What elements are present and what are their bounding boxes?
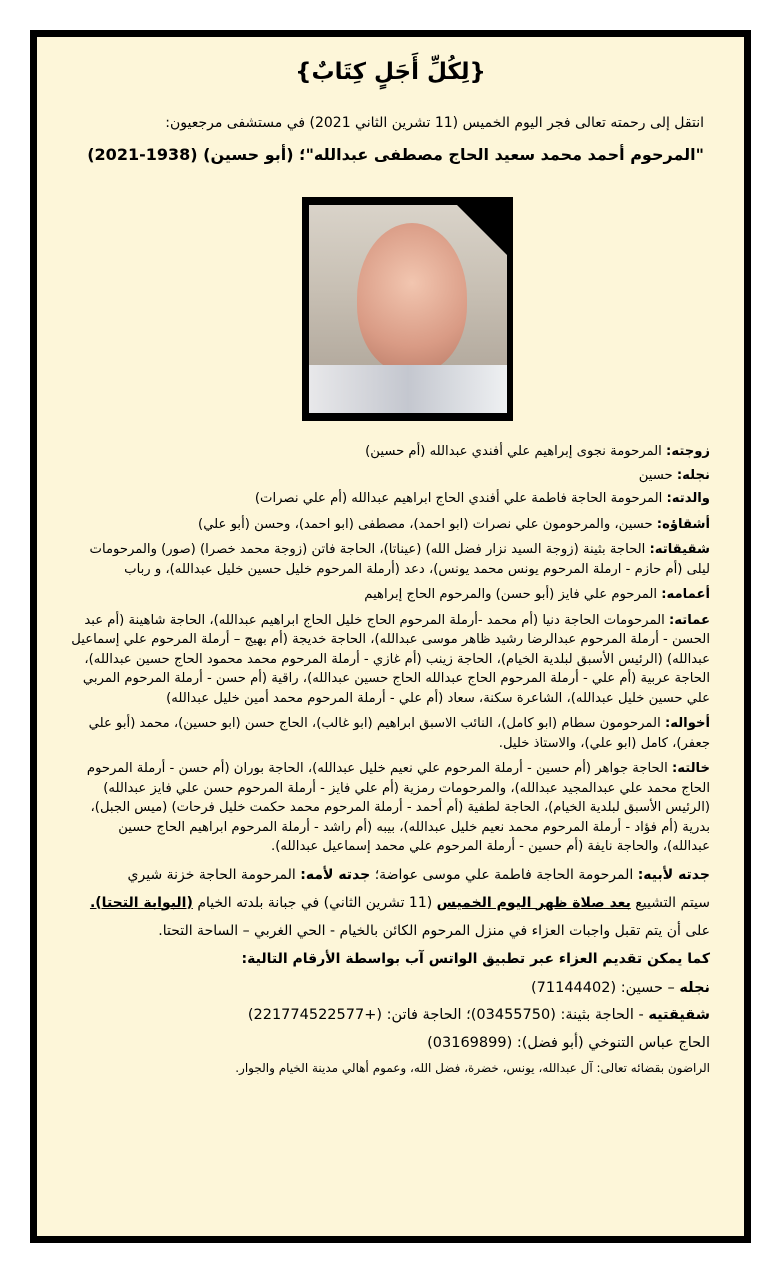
family-row-text: حسين <box>638 467 673 483</box>
family-row-text: حسين، والمرحومون علي نصرات (ابو احمد)، مصطفى (ابو احمد)، وحسن (أبو علي) <box>198 516 653 532</box>
contact-son <box>71 979 710 999</box>
family-row-label: زوجته: <box>666 444 710 459</box>
family-row <box>71 540 710 579</box>
grandmother-paternal-text: المرحومة الحاجة فاطمة علي موسى عواضة؛ <box>374 866 634 883</box>
contact-son-number: – حسين: (71144402) <box>530 979 680 996</box>
obituary-body <box>71 442 710 1079</box>
family-row-label: أخواله: <box>664 716 710 731</box>
contact-sisters-label: شقيقتيه <box>648 1007 710 1023</box>
family-row-text: المرحومة نجوى إبراهيم علي أفندي عبدالله (أم حسين) <box>365 444 662 459</box>
contact-sisters-numbers: - الحاجة بثينة: (03455750)؛ الحاجة فاتن: (+221774522577) <box>247 1007 649 1023</box>
condolences-line: على أن يتم تقبل واجبات العزاء في منزل المرحوم الكائن بالخيام - الحي الغربي – الساحة التحتا. <box>158 922 710 939</box>
obituary-heading: {لِكُلِّ أَجَلٍ كِتَابٌ} <box>295 59 486 85</box>
family-list <box>71 442 710 857</box>
funeral-gate: (البوابة التحتا). <box>89 894 193 911</box>
family-row-text: الحاجة جواهر (أم حسين - أرملة المرحوم علي نعيم خليل عبدالله)، الحاجة بوران (أم حسن - أرملة المرحوم الحاج محمد علي عبدالمجيد عبدالله)، والمرحومات رمزية (أم علي فايز - أرملة المرحوم حسن علي فايز عبدالله) (الرئيس الأسبق لبلدية الخيام)، الحاجة لطفية (أم أحمد - أرملة المرحوم محمد حكمت خليل فرحات) (ميس الجبل)، بدرية (أم فؤاد - أرملة المرحوم محمد نعيم خليل عبدالله)، بيبه (أم راشد - أرملة المرحوم ابراهيم الحاج حسين عبدالله)، والحاجة نايفة (أم حسين - أرملة المرحوم علي محمد إسماعيل عبدالله). <box>86 761 710 854</box>
grandmother-paternal-label: جدته لأبيه: <box>637 866 710 883</box>
obituary-intro: انتقل إلى رحمته تعالى فجر اليوم الخميس (11 تشرين الثاني 2021) في مستشفى مرجعيون: <box>165 115 704 131</box>
family-row <box>71 442 710 462</box>
family-row-text: المرحومون سطام (ابو كامل)، النائب الاسبق ابراهيم (ابو غالب)، الحاج حسن (ابو حسين)، محمد (أبو علي جعفر)، كامل (ابو علي)، والاستاذ خليل. <box>88 716 710 751</box>
obituary-footer: الراضون بقضائه تعالى: آل عبدالله، يونس، خضرة، فضل الله، وعموم أهالي مدينة الخيام والجوار. <box>235 1061 710 1075</box>
family-row <box>71 585 710 605</box>
family-row-text: المرحومة الحاجة فاطمة علي أفندي الحاج ابراهيم عبدالله (أم علي نصرات) <box>254 491 663 506</box>
funeral-time: بعد صلاة ظهر اليوم الخميس <box>436 894 631 911</box>
funeral-place: (11 تشرين الثاني) في جبانة بلدته الخيام <box>192 894 437 911</box>
family-row-text: المرحومات الحاجة دنيا (أم محمد -أرملة المرحوم الحاج خليل الحاج ابراهيم عبدالله)، الحاجة شاهينة (أم عبد الحسن - أرملة المرحوم عبدالرضا رشيد ظاهر موسى عبدالله)، الحاجة خديجة (أم بهيج – أرملة المرحوم علي إسماعيل عبدالله) (الرئيس الأسبق لبلدية الخيام)، الحاجة زينب (أم غازي - أرملة المرحوم محمد محمود الحاج حسين عبدالله)، الحاجة عربية (أم علي - أرملة المرحوم الحاج عبدالله الحاج حسين عبدالله)، راقية (أم حسن - أرملة المرحوم المربي علي حسين خليل عبدالله)، الشاعرة سكنة، سعاد (أم علي - أرملة المرحوم محمد أمين خليل عبدالله) <box>71 612 710 706</box>
contact-son-label: نجله <box>679 979 710 996</box>
contact-sisters <box>71 1006 710 1026</box>
family-row-text: الحاجة بثينة (زوجة السيد نزار فضل الله) (عيناتا)، الحاجة فاتن (زوجة محمد خصرا) (صور) والمرحومات ليلى (أم حازم - ارملة المرحوم يونس محمد يونس)، دعد (أرملة المرحوم خليل حسين خليل عبدالله)، و رباب <box>89 542 710 577</box>
family-row-text: المرحوم علي فايز (أبو حسن) والمرحوم الحاج إبراهيم <box>364 587 658 602</box>
family-row <box>71 515 710 535</box>
family-row <box>71 466 710 486</box>
family-row <box>71 759 710 857</box>
family-row <box>71 611 710 709</box>
family-row <box>71 489 710 509</box>
family-row-label: أشقاؤه: <box>656 516 710 532</box>
funeral-pre: سيتم التشييع <box>630 894 710 911</box>
family-row-label: نجله: <box>676 467 710 483</box>
portrait-face <box>357 223 467 373</box>
family-row-label: خالته: <box>671 761 710 776</box>
funeral-line <box>71 891 710 915</box>
family-row-label: شقيقاته: <box>649 542 710 557</box>
obituary-frame <box>30 30 751 1243</box>
family-row-label: أعمامه: <box>661 587 710 602</box>
grandmothers-line <box>71 863 710 887</box>
deceased-name: "المرحوم أحمد محمد سعيد الحاج مصطفى عبدالله"؛ (أبو حسين) (1938-2021) <box>87 145 704 164</box>
portrait-shirt <box>309 365 507 413</box>
grandmother-maternal-text: المرحومة الحاجة خزنة شيري <box>127 866 296 883</box>
grandmother-maternal-label: جدته لأمه: <box>300 866 371 883</box>
mourning-ribbon-icon <box>457 205 507 255</box>
portrait-photo <box>302 197 513 421</box>
family-row <box>71 714 710 753</box>
whatsapp-note: كما يمكن تقديم العزاء عبر تطبيق الواتس آب بواسطة الأرقام التالية: <box>241 950 710 967</box>
family-row-label: عماته: <box>668 612 710 628</box>
family-row-label: والدته: <box>666 491 710 506</box>
contact-abbas: الحاج عباس التنوخي (أبو فضل): (03169899) <box>427 1034 710 1051</box>
